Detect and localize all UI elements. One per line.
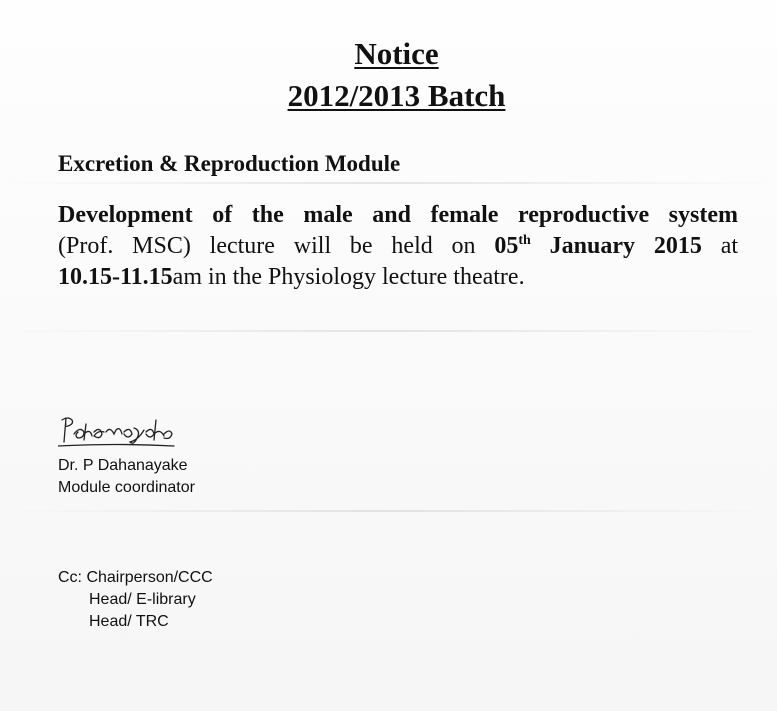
at-word: at bbox=[720, 233, 739, 259]
signatory-name: Dr. P Dahanayake bbox=[58, 457, 188, 474]
lecture-details-line bbox=[58, 231, 738, 262]
cc-recipient: Chairperson/CCC bbox=[86, 569, 213, 586]
lecture-prefix: (Prof. MSC) lecture will be held on bbox=[58, 233, 476, 259]
cc-recipient: Head/ TRC bbox=[89, 613, 169, 630]
module-heading: Excretion & Reproduction Module bbox=[58, 151, 401, 176]
cc-list bbox=[58, 567, 213, 633]
lecture-date bbox=[494, 233, 701, 259]
signatory-block bbox=[58, 455, 195, 499]
cc-line bbox=[58, 567, 213, 589]
lecture-month-year: January 2015 bbox=[549, 233, 702, 259]
notice-body bbox=[58, 200, 738, 293]
lecture-time: 10.15-11.15 bbox=[58, 264, 173, 290]
paper-fold bbox=[0, 182, 777, 184]
signatory-role: Module coordinator bbox=[58, 479, 195, 496]
day-suffix: th bbox=[518, 233, 531, 248]
cc-recipient: Head/ E-library bbox=[89, 591, 196, 608]
paper-fold bbox=[0, 330, 777, 332]
batch-title: 2012/2013 Batch bbox=[287, 78, 506, 113]
lecture-title: Development of the male and female reproductive system bbox=[58, 202, 738, 228]
cc-label: Cc: bbox=[58, 569, 82, 586]
lecture-venue: am in the Physiology lecture theatre. bbox=[172, 264, 525, 290]
lecture-time-line bbox=[58, 262, 738, 293]
handwritten-signature bbox=[58, 412, 178, 452]
paper-fold bbox=[0, 510, 777, 512]
lecture-day: 05 bbox=[494, 233, 519, 259]
notice-title: Notice bbox=[354, 36, 439, 71]
